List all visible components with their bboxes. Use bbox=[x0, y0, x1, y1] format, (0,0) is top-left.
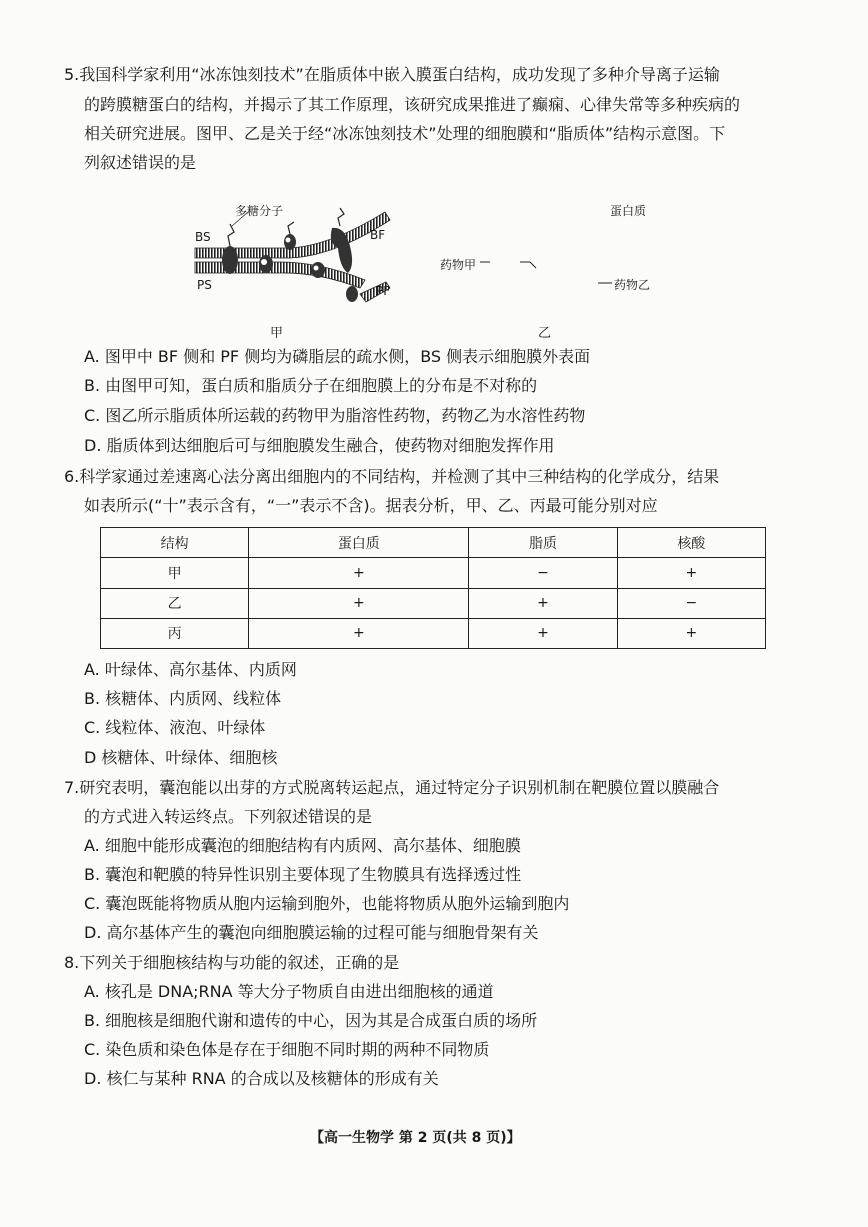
q7-option-a: A. 细胞中能形成囊泡的细胞结构有内质网、高尔基体、细胞膜 bbox=[84, 836, 521, 855]
table-cell: + bbox=[617, 618, 765, 648]
table-cell: + bbox=[469, 588, 617, 618]
membrane-diagram bbox=[190, 198, 400, 318]
q7-line-1: 7.研究表明，囊泡能以出芽的方式脱离转运起点，通过特定分子识别机制在靶膜位置以膜融合 bbox=[64, 778, 720, 797]
q5-line-2: 的跨膜糖蛋白的结构，并揭示了其工作原理，该研究成果推进了癫痫、心律失常等多种疾病的 bbox=[84, 95, 741, 114]
table-row bbox=[101, 558, 766, 588]
table-header-row bbox=[101, 528, 766, 558]
q5-option-a: A. 图甲中 BF 侧和 PF 侧均为磷脂层的疏水侧，BS 侧表示细胞膜外表面 bbox=[84, 347, 591, 366]
table-header: 脂质 bbox=[469, 528, 617, 558]
table-cell: 甲 bbox=[101, 558, 249, 588]
q8-option-c: C. 染色质和染色体是存在于细胞不同时期的两种不同物质 bbox=[84, 1040, 490, 1059]
table-cell: 丙 bbox=[101, 618, 249, 648]
label-pf: PF bbox=[376, 284, 391, 298]
q7-option-c: C. 囊泡既能将物质从胞内运输到胞外，也能将物质从胞外运输到胞内 bbox=[84, 894, 570, 913]
label-drug-a: 药物甲 bbox=[440, 258, 477, 272]
q6-option-d: D 核糖体、叶绿体、细胞核 bbox=[84, 748, 278, 767]
q7-option-d: D. 高尔基体产生的囊泡向细胞膜运输的过程可能与细胞骨架有关 bbox=[84, 923, 539, 942]
table-cell: + bbox=[249, 618, 469, 648]
label-drug-b: 药物乙 bbox=[614, 278, 651, 292]
figure-yi bbox=[438, 198, 678, 343]
label-protein: 蛋白质 bbox=[610, 204, 647, 218]
label-polysaccharide: 多糖分子 bbox=[235, 204, 284, 218]
table-cell: + bbox=[249, 588, 469, 618]
q5-line-4: 列叙述错误的是 bbox=[84, 153, 197, 172]
table-row bbox=[101, 618, 766, 648]
q7-option-b: B. 囊泡和靶膜的特异性识别主要体现了生物膜具有选择透过性 bbox=[84, 865, 522, 884]
caption-jia: 甲 bbox=[270, 326, 284, 341]
q5-option-b: B. 由图甲可知，蛋白质和脂质分子在细胞膜上的分布是不对称的 bbox=[84, 376, 538, 395]
table-cell: − bbox=[469, 558, 617, 588]
table-header: 蛋白质 bbox=[249, 528, 469, 558]
q6-option-b: B. 核糖体、内质网、线粒体 bbox=[84, 689, 282, 708]
q6-option-c: C. 线粒体、液泡、叶绿体 bbox=[84, 718, 266, 737]
figure-jia bbox=[190, 198, 400, 343]
q6-line-2: 如表所示(“十”表示含有，“一”表示不含)。据表分析，甲、乙、丙最可能分别对应 bbox=[84, 496, 658, 515]
q6-line-1: 6.科学家通过差速离心法分离出细胞内的不同结构，并检测了其中三种结构的化学成分，结果 bbox=[64, 467, 720, 486]
liposome-marks bbox=[480, 254, 550, 274]
q8-line-1: 8.下列关于细胞核结构与功能的叙述，正确的是 bbox=[64, 953, 400, 972]
q5-option-d: D. 脂质体到达细胞后可与细胞膜发生融合，使药物对细胞发挥作用 bbox=[84, 436, 555, 455]
q6-option-a: A. 叶绿体、高尔基体、内质网 bbox=[84, 660, 297, 679]
label-bs: BS bbox=[195, 230, 211, 244]
q5-line-3: 相关研究进展。图甲、乙是关于经“冰冻蚀刻技术”处理的细胞膜和“脂质体”结构示意图。下 bbox=[84, 124, 726, 143]
table-cell: + bbox=[469, 618, 617, 648]
q8-option-d: D. 核仁与某种 RNA 的合成以及核糖体的形成有关 bbox=[84, 1069, 439, 1088]
table-header: 结构 bbox=[101, 528, 249, 558]
table-cell: + bbox=[617, 558, 765, 588]
q8-option-b: B. 细胞核是细胞代谢和遗传的中心，因为其是合成蛋白质的场所 bbox=[84, 1011, 538, 1030]
page-footer: 【高一生物学 第 2 页(共 8 页)】 bbox=[310, 1130, 521, 1146]
q5-line-1: 5.我国科学家利用“冰冻蚀刻技术”在脂质体中嵌入膜蛋白结构，成功发现了多种介导离子运输 bbox=[64, 65, 720, 84]
label-ps: PS bbox=[197, 278, 212, 292]
table-cell: − bbox=[617, 588, 765, 618]
table-row bbox=[101, 588, 766, 618]
caption-yi: 乙 bbox=[538, 326, 552, 341]
table-cell: 乙 bbox=[101, 588, 249, 618]
table-cell: + bbox=[249, 558, 469, 588]
q8-option-a: A. 核孔是 DNA;RNA 等大分子物质自由进出细胞核的通道 bbox=[84, 982, 494, 1001]
label-bf: BF bbox=[370, 228, 386, 242]
table-header: 核酸 bbox=[617, 528, 765, 558]
q7-line-2: 的方式进入转运终点。下列叙述错误的是 bbox=[84, 807, 373, 826]
drug-b-pointer bbox=[598, 280, 612, 286]
composition-table bbox=[100, 527, 766, 649]
q5-option-c: C. 图乙所示脂质体所运载的药物甲为脂溶性药物，药物乙为水溶性药物 bbox=[84, 406, 586, 425]
